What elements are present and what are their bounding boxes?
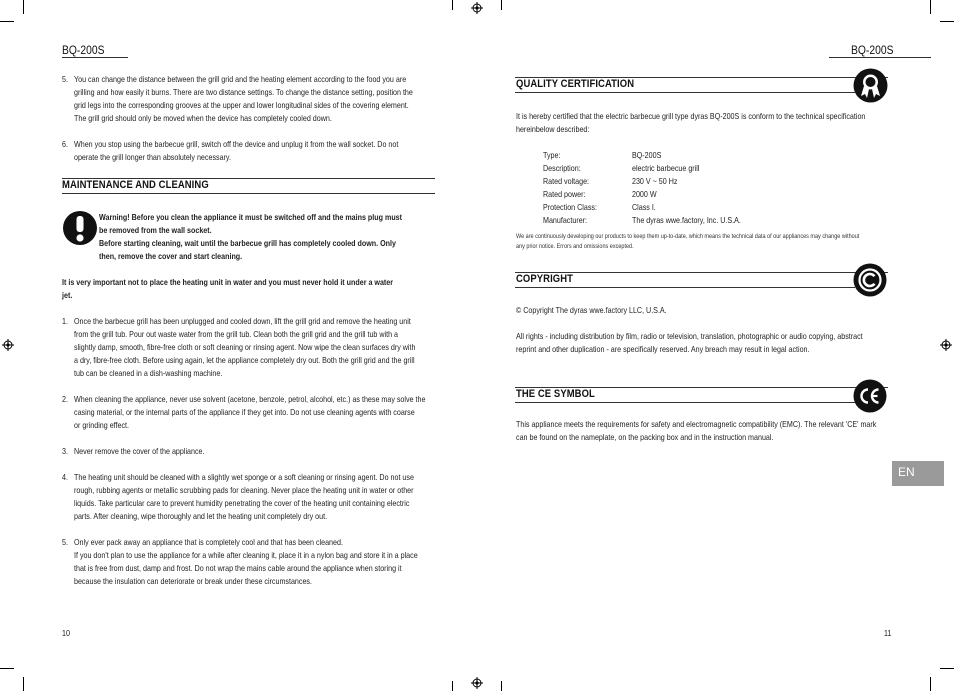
maintenance-heading: MAINTENANCE AND CLEANING — [62, 179, 209, 191]
spec-key: Rated voltage: — [543, 176, 590, 186]
copyright-line: © Copyright The dyras wwe.factory LLC, U.S.A. — [516, 305, 667, 315]
registration-mark-icon — [471, 2, 483, 14]
crop-mark — [930, 677, 931, 691]
list-item-line: Only ever pack away an appliance that is completely cool and that has been cleaned. — [74, 537, 343, 547]
list-item-line: casing material, or the internal parts of the appliance if they get into. Do not use cleaning agents with coarse — [74, 407, 415, 417]
list-item-line: that is free from dust, damp and frost. Do not wrap the mains cable around the appliance when storing it — [74, 563, 402, 573]
section-rule — [515, 402, 855, 403]
rights-line: reprint and other duplication - are specifically reserved. Any breach may result in legal action. — [516, 344, 810, 354]
spec-value: 230 V ~ 50 Hz — [632, 176, 678, 186]
ce-mark-icon — [853, 379, 887, 413]
list-item-line: tub can be cleaned in a dish-washing machine. — [74, 368, 223, 378]
header-rule-left — [62, 57, 128, 58]
quality-note-line: We are continuously developing our products to keep them up-to-date, which means the technical data of our appliances may change without — [516, 233, 860, 240]
page-number-right: 11 — [884, 628, 892, 638]
list-number: 5. — [62, 537, 68, 547]
list-item-line: grid legs into the corresponding grooves at the upper and lower longitudinal sides of the covering element. — [74, 100, 409, 110]
list-item-line: operate the grill longer than absolutely necessary. — [74, 152, 231, 162]
warning-line: Before starting cleaning, wait until the barbecue grill has completely cooled down. Only — [99, 238, 396, 248]
section-rule — [515, 92, 855, 93]
list-item-line: You can change the distance between the grill grid and the heating element according to the food you are — [74, 74, 407, 84]
list-item-line: a dry, fibre-free cloth. Before using again, let the appliance completely dry out. Both the grill grid and the grill — [74, 355, 415, 365]
section-rule — [62, 193, 435, 194]
important-line: jet. — [62, 290, 73, 300]
header-rule-right — [829, 57, 931, 58]
quality-note-line: any prior notice. Errors and omissions excepted. — [516, 243, 634, 250]
ce-heading: THE CE SYMBOL — [516, 388, 595, 400]
list-number: 1. — [62, 316, 68, 326]
spec-key: Description: — [543, 163, 581, 173]
spec-key: Type: — [543, 150, 561, 160]
spec-value: The dyras wwe.factory, Inc. U.S.A. — [632, 215, 741, 225]
list-item-line: slightly damp, smooth, fibre-free cloth or soft cleaning or rinsing agent. Now wipe the clean surfaces dry with — [74, 342, 416, 352]
language-tab — [892, 461, 944, 486]
list-item-line: When you stop using the barbecue grill, switch off the device and unplug it from the wall socket. Do not — [74, 139, 399, 149]
copyright-icon — [853, 263, 887, 297]
crop-mark — [0, 21, 14, 22]
list-item-line: The heating unit should be cleaned with a slightly wet sponge or a soft cleaning or rinsing agent. Do not use — [74, 472, 414, 482]
quality-heading: QUALITY CERTIFICATION — [516, 78, 635, 90]
crop-mark — [940, 668, 954, 669]
spec-value: electric barbecue grill — [632, 163, 700, 173]
list-number: 6. — [62, 139, 68, 149]
spec-key: Rated power: — [543, 189, 586, 199]
list-item-line: liquids. Take particular care to prevent humidity penetrating the cover of the heating unit containing electric — [74, 498, 410, 508]
warning-line: Warning! Before you clean the appliance it must be switched off and the mains plug must — [99, 212, 403, 222]
crop-mark — [0, 668, 14, 669]
list-item-line: Once the barbecue grill has been unplugged and cooled down, lift the grill grid and remove the heating unit — [74, 316, 411, 326]
list-item-line: When cleaning the appliance, never use solvent (acetone, benzole, petrol, alcohol, etc.) as these may solve the — [74, 394, 426, 404]
spec-key: Manufacturer: — [543, 215, 588, 225]
section-rule — [62, 178, 435, 179]
copyright-heading: COPYRIGHT — [516, 273, 574, 285]
crop-mark — [452, 681, 453, 691]
list-item-line: from the grill tub. Pour out waste water from the grill tub. Clean both the grill grid and the grill tub with a — [74, 329, 399, 339]
model-header-left: BQ-200S — [62, 43, 105, 57]
ce-line: This appliance meets the requirements for safety and electromagnetic compatibility (EMC). The relevant 'CE' mark — [516, 419, 877, 429]
crop-mark — [501, 681, 502, 691]
list-item-line: parts. After cleaning, wipe thoroughly and let the heating unit completely dry out. — [74, 511, 328, 521]
crop-mark — [930, 0, 931, 14]
warning-line: then, remove the cover and start cleaning. — [99, 251, 243, 261]
list-item-line: because the insulation can deteriorate or break under these circumstances. — [74, 576, 312, 586]
list-item-line: The grill grid should only be moved when the device has completely cooled down. — [74, 113, 332, 123]
important-line: It is very important not to place the heating unit in water and you must never hold it under a water — [62, 277, 394, 287]
crop-mark — [940, 21, 954, 22]
spec-value: 2000 W — [632, 189, 657, 199]
quality-intro-line: hereinbelow described: — [516, 124, 590, 134]
warning-line: be removed from the wall socket. — [99, 225, 212, 235]
exclamation-icon — [62, 210, 98, 246]
award-rosette-icon — [853, 68, 888, 103]
list-number: 4. — [62, 472, 68, 482]
registration-mark-icon — [471, 677, 483, 689]
registration-mark-icon — [2, 339, 14, 351]
list-number: 3. — [62, 446, 68, 456]
quality-intro-line: It is hereby certified that the electric barbecue grill type dyras BQ-200S is conform to the technical specification — [516, 111, 866, 121]
list-item-line: rough, rubbing agents or metallic scrubbing pads for cleaning. Never place the heating unit in water or other — [74, 485, 414, 495]
registration-mark-icon — [940, 339, 952, 351]
list-number: 2. — [62, 394, 68, 404]
crop-mark — [501, 0, 502, 10]
crop-mark — [23, 677, 24, 691]
model-header-right: BQ-200S — [851, 43, 894, 57]
section-rule — [515, 287, 855, 288]
spec-value: BQ-200S — [632, 150, 662, 160]
list-item-line: or grinding effect. — [74, 420, 130, 430]
rights-line: All rights - including distribution by film, radio or television, translation, photographic or audio copying, abstract — [516, 331, 863, 341]
ce-line: can be found on the nameplate, on the packing box and in the instruction manual. — [516, 432, 774, 442]
list-number: 5. — [62, 74, 68, 84]
list-item-line: If you don't plan to use the appliance for a while after cleaning it, place it in a nylon bag and store it in a place — [74, 550, 418, 560]
language-tab-label: EN — [898, 465, 915, 479]
list-item-line: Never remove the cover of the appliance. — [74, 446, 205, 456]
page-number-left: 10 — [62, 628, 70, 638]
list-item-line: grilling and how easily it burns. There are two distance settings. To change the distance setting, position the — [74, 87, 413, 97]
crop-mark — [23, 0, 24, 14]
spec-value: Class I. — [632, 202, 656, 212]
crop-mark — [452, 0, 453, 10]
spec-key: Protection Class: — [543, 202, 597, 212]
